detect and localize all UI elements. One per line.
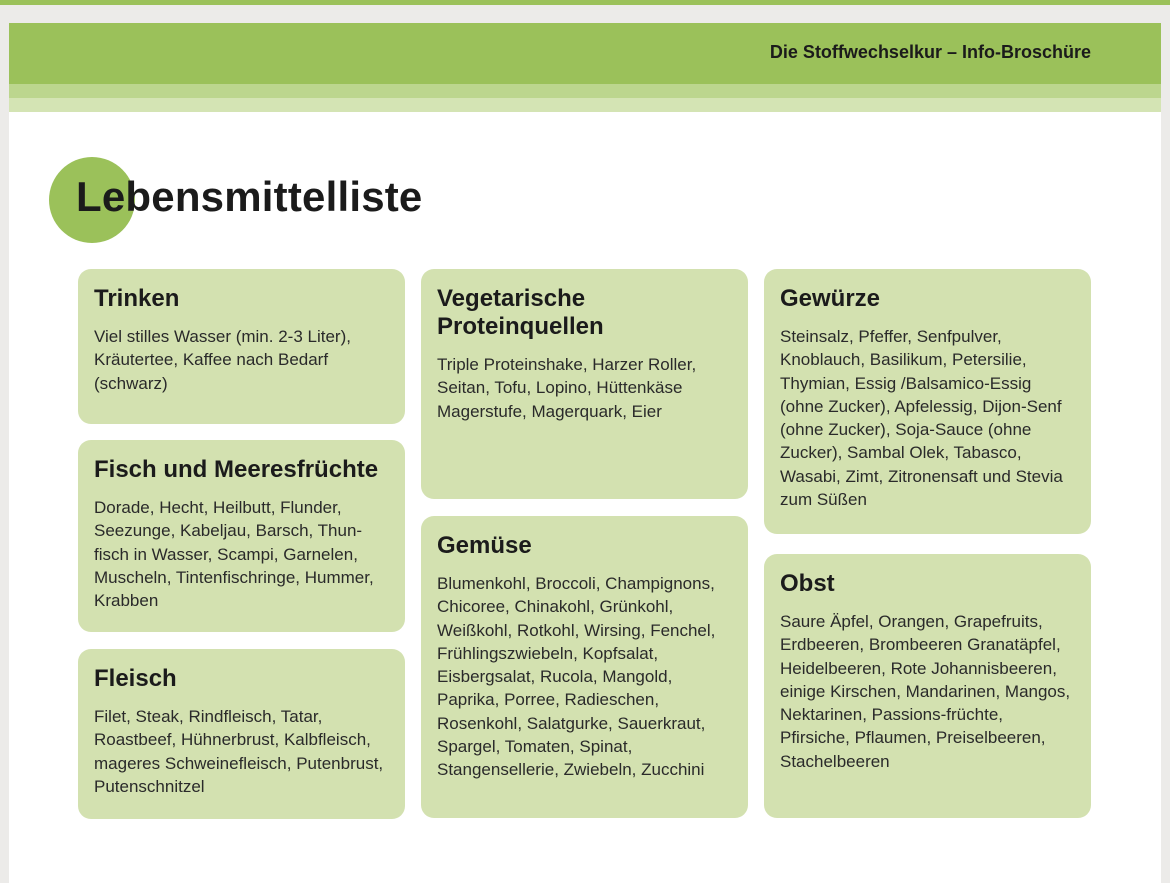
brochure-page — [9, 23, 1161, 883]
card-gemuese — [421, 516, 748, 818]
card-title: Fleisch — [94, 665, 177, 692]
header-band-light — [9, 98, 1161, 112]
card-text: Triple Proteinshake, Harzer Roller, Seitan, Tofu, Lopino, Hüttenkäse Magerstufe, Magerquark, Eier — [437, 355, 697, 421]
card-trinken — [78, 269, 405, 424]
card-title: Trinken — [94, 285, 180, 312]
card-text: Blumenkohl, Broccoli, Champignons, Chicoree, Chinakohl, Grünkohl, Weißkohl, Rotkohl, Wirsing, Fenchel, Frühlingszwiebeln, Kopfsalat, Eisbergsalat, Rucola, Mangold, Paprika, Porree, Radieschen, Rosenkohl, Salatgurke, Sauerkraut, Spargel, Tomaten, Spinat, Stangensellerie, Zwiebeln, Zucchini — [437, 574, 716, 780]
card-title: Vegetarische Proteinquellen — [437, 285, 604, 340]
card-title: Gemüse — [437, 532, 532, 559]
page-title: Lebensmittelliste — [76, 173, 423, 220]
card-text: Viel stilles Wasser (min. 2-3 Liter), Kräutertee, Kaffee nach Bedarf (schwarz) — [94, 327, 351, 393]
header-band — [9, 84, 1161, 98]
card-title: Gewürze — [780, 285, 881, 312]
card-vegetarisch — [421, 269, 748, 499]
card-gewuerze — [764, 269, 1091, 534]
top-strip — [0, 0, 1170, 5]
card-obst — [764, 554, 1091, 818]
header-bar — [9, 23, 1161, 84]
card-text: Filet, Steak, Rindfleisch, Tatar, Roastbeef, Hühnerbrust, Kalbfleisch, mageres Schweinefleisch, Putenbrust, Putenschnitzel — [94, 707, 384, 796]
card-title: Obst — [780, 570, 835, 597]
card-title: Fisch und Meeresfrüchte — [94, 456, 379, 483]
card-text: Saure Äpfel, Orangen, Grapefruits, Erdbeeren, Brombeeren Granatäpfel, Heidelbeeren, Rote Johannisbeeren, einige Kirschen, Mandarinen, Mangos, Nektarinen, Passions-früchte, Pfirsiche, Pflaumen, Preiselbeeren, Stachelbeeren — [780, 612, 1071, 771]
card-fleisch — [78, 649, 405, 819]
card-text: Steinsalz, Pfeffer, Senfpulver, Knoblauch, Basilikum, Petersilie, Thymian, Essig /Balsamico-Essig (ohne Zucker), Apfelessig, Dijon-Senf (ohne Zucker), Soja-Sauce (ohne Zucker), Sambal Olek, Tabasco, Wasabi, Zimt, Zitronensaft und Stevia zum Süßen — [780, 327, 1063, 510]
card-text: Dorade, Hecht, Heilbutt, Flunder, Seezunge, Kabeljau, Barsch, Thun-fisch in Wasser, Scampi, Garnelen, Muscheln, Tintenfischringe, Hummer, Krabben — [94, 498, 374, 611]
card-fisch — [78, 440, 405, 632]
header-title: Die Stoffwechselkur – Info-Broschüre — [769, 42, 1091, 62]
